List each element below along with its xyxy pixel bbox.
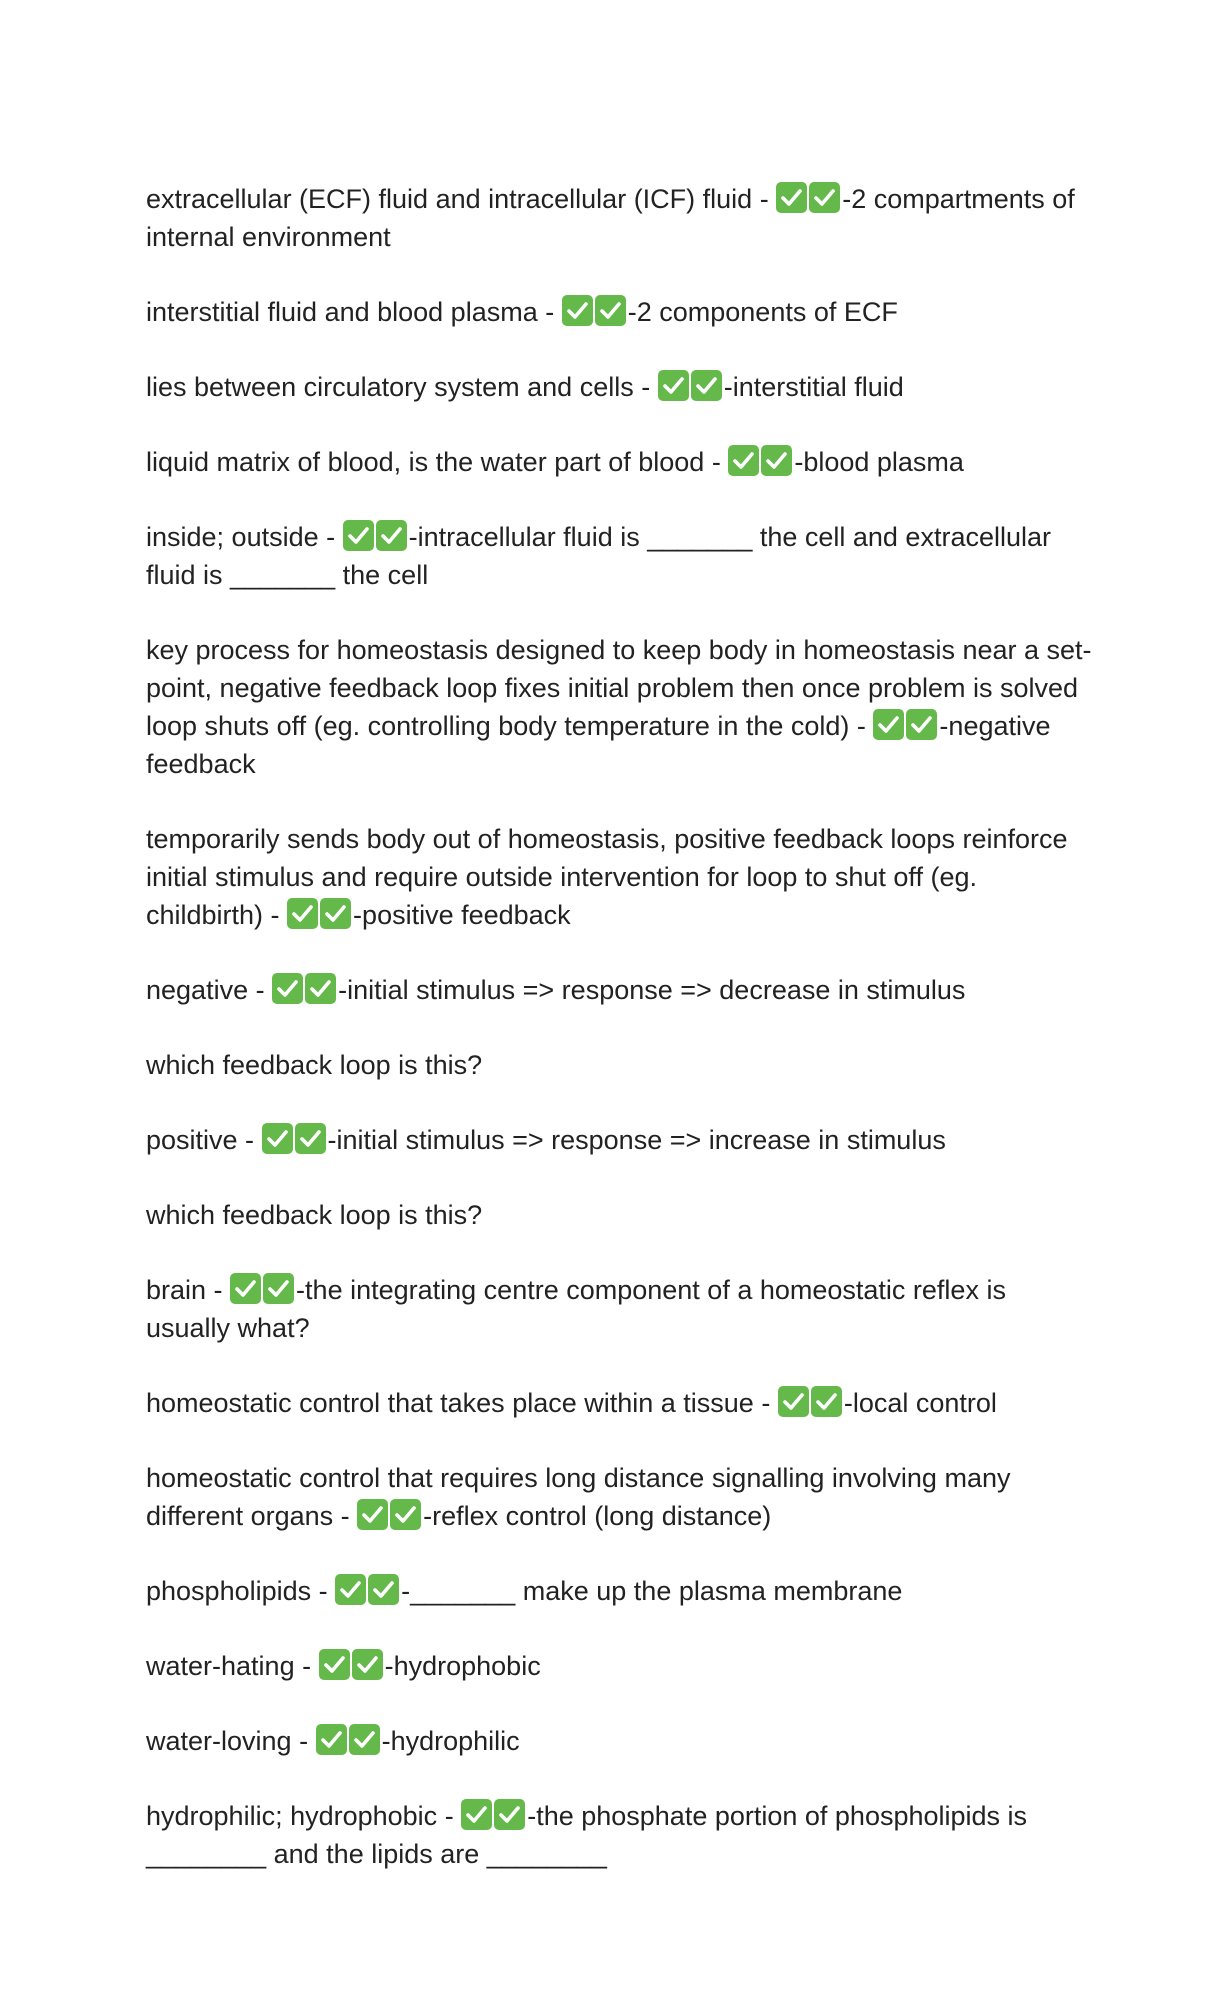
- card-definition: intracellular fluid is _______ the cell and extracellular fluid is _______ the cell: [146, 522, 1051, 590]
- flashcard-list: [146, 180, 1096, 1910]
- check-box-icon: [809, 182, 840, 213]
- card-definition: interstitial fluid: [732, 372, 904, 402]
- check-marks: [230, 1275, 305, 1305]
- check-marks: [658, 372, 733, 402]
- definition-prefix: -: [338, 975, 348, 1005]
- card-term: phospholipids: [146, 1576, 312, 1606]
- check-box-icon: [357, 1499, 388, 1530]
- term-separator: -: [704, 447, 729, 477]
- flashcard-item: [146, 1121, 1096, 1159]
- term-separator: -: [849, 711, 874, 741]
- check-box-icon: [295, 1123, 326, 1154]
- card-definition: positive feedback: [362, 900, 571, 930]
- flashcard-item: [146, 971, 1096, 1009]
- check-box-icon: [319, 1649, 350, 1680]
- check-marks: [778, 1388, 853, 1418]
- check-box-icon: [811, 1386, 842, 1417]
- flashcard-item: [146, 820, 1096, 934]
- check-box-icon: [728, 445, 759, 476]
- card-definition: hydrophilic: [390, 1726, 520, 1756]
- check-box-icon: [349, 1724, 380, 1755]
- term-separator: -: [291, 1726, 316, 1756]
- check-marks: [316, 1726, 391, 1756]
- check-marks: [262, 1125, 337, 1155]
- flashcard-item: [146, 1459, 1096, 1535]
- check-box-icon: [287, 898, 318, 929]
- card-term: homeostatic control that takes place within a tissue: [146, 1388, 754, 1418]
- flashcard-item: [146, 1572, 1096, 1610]
- card-definition: hydrophobic: [393, 1651, 541, 1681]
- card-definition: reflex control (long distance): [432, 1501, 772, 1531]
- check-box-icon: [873, 709, 904, 740]
- check-box-icon: [595, 295, 626, 326]
- check-box-icon: [906, 709, 937, 740]
- definition-prefix: -: [401, 1576, 411, 1606]
- term-separator: -: [248, 975, 273, 1005]
- check-marks: [343, 522, 418, 552]
- check-box-icon: [343, 520, 374, 551]
- card-term: water-hating: [146, 1651, 295, 1681]
- card-term: homeostatic control that requires long distance signalling involving many different organs: [146, 1463, 1011, 1531]
- check-marks: [776, 184, 851, 214]
- flashcard-item: [146, 1046, 1096, 1084]
- card-definition: negative feedback: [146, 711, 1051, 779]
- check-marks: [461, 1801, 536, 1831]
- check-box-icon: [461, 1799, 492, 1830]
- card-definition: local control: [852, 1388, 997, 1418]
- term-separator: -: [311, 1576, 336, 1606]
- check-box-icon: [776, 182, 807, 213]
- definition-prefix: -: [843, 1388, 853, 1418]
- flashcard-item: [146, 518, 1096, 594]
- check-box-icon: [658, 370, 689, 401]
- flashcard-item: [146, 443, 1096, 481]
- card-term: brain: [146, 1275, 207, 1305]
- definition-prefix: -: [723, 372, 733, 402]
- check-box-icon: [778, 1386, 809, 1417]
- check-box-icon: [320, 898, 351, 929]
- card-term: negative: [146, 975, 249, 1005]
- definition-prefix: -: [353, 900, 363, 930]
- check-box-icon: [263, 1273, 294, 1304]
- term-separator: -: [263, 900, 288, 930]
- card-term: interstitial fluid and blood plasma: [146, 297, 538, 327]
- check-box-icon: [691, 370, 722, 401]
- check-marks: [287, 900, 362, 930]
- check-box-icon: [562, 295, 593, 326]
- term-separator: -: [437, 1801, 462, 1831]
- definition-prefix: -: [381, 1726, 391, 1756]
- term-separator: -: [318, 522, 343, 552]
- check-box-icon: [230, 1273, 261, 1304]
- term-separator: -: [752, 184, 777, 214]
- check-box-icon: [262, 1123, 293, 1154]
- flashcard-item: [146, 180, 1096, 256]
- check-marks: [335, 1576, 410, 1606]
- card-definition: 2 compartments of internal environment: [146, 184, 1075, 252]
- check-marks: [873, 711, 948, 741]
- check-marks: [319, 1651, 394, 1681]
- term-separator: -: [537, 297, 562, 327]
- term-separator: -: [753, 1388, 778, 1418]
- card-term: temporarily sends body out of homeostasis, positive feedback loops reinforce initial stimulus and require outside intervention for loop to shut off (eg. childbirth): [146, 824, 1068, 930]
- card-term: inside; outside: [146, 522, 319, 552]
- check-box-icon: [494, 1799, 525, 1830]
- flashcard-item: [146, 1797, 1096, 1873]
- flashcard-item: [146, 631, 1096, 783]
- check-box-icon: [390, 1499, 421, 1530]
- definition-prefix: -: [939, 711, 949, 741]
- check-marks: [272, 975, 347, 1005]
- definition-prefix: -: [627, 297, 637, 327]
- check-box-icon: [761, 445, 792, 476]
- card-term: which feedback loop is this?: [146, 1200, 483, 1230]
- check-marks: [728, 447, 803, 477]
- definition-prefix: -: [296, 1275, 306, 1305]
- definition-prefix: -: [527, 1801, 537, 1831]
- card-term: lies between circulatory system and cells: [146, 372, 634, 402]
- card-definition: 2 components of ECF: [636, 297, 898, 327]
- term-separator: -: [633, 372, 658, 402]
- card-definition: initial stimulus => response => decrease in stimulus: [347, 975, 966, 1005]
- check-marks: [562, 297, 637, 327]
- flashcard-item: [146, 1196, 1096, 1234]
- definition-prefix: -: [842, 184, 852, 214]
- card-term: water-loving: [146, 1726, 292, 1756]
- card-definition: the integrating centre component of a homeostatic reflex is usually what?: [146, 1275, 1006, 1343]
- card-term: positive: [146, 1125, 238, 1155]
- check-box-icon: [272, 973, 303, 1004]
- card-definition: blood plasma: [803, 447, 964, 477]
- flashcard-item: [146, 1647, 1096, 1685]
- flashcard-item: [146, 1271, 1096, 1347]
- flashcard-item: [146, 1722, 1096, 1760]
- term-separator: -: [237, 1125, 262, 1155]
- flashcard-item: [146, 368, 1096, 406]
- definition-prefix: -: [327, 1125, 337, 1155]
- check-marks: [357, 1501, 432, 1531]
- check-box-icon: [352, 1649, 383, 1680]
- check-box-icon: [335, 1574, 366, 1605]
- flashcard-item: [146, 293, 1096, 331]
- card-definition: _______ make up the plasma membrane: [410, 1576, 903, 1606]
- card-term: hydrophilic; hydrophobic: [146, 1801, 438, 1831]
- definition-prefix: -: [408, 522, 418, 552]
- definition-prefix: -: [384, 1651, 394, 1681]
- card-definition: the phosphate portion of phospholipids is ________ and the lipids are ________: [146, 1801, 1028, 1869]
- check-box-icon: [316, 1724, 347, 1755]
- flashcard-item: [146, 1384, 1096, 1422]
- card-term: extracellular (ECF) fluid and intracellular (ICF) fluid: [146, 184, 753, 214]
- card-term: liquid matrix of blood, is the water part of blood: [146, 447, 705, 477]
- card-definition: initial stimulus => response => increase in stimulus: [336, 1125, 946, 1155]
- term-separator: -: [333, 1501, 358, 1531]
- definition-prefix: -: [423, 1501, 433, 1531]
- term-separator: -: [294, 1651, 319, 1681]
- definition-prefix: -: [794, 447, 804, 477]
- check-box-icon: [376, 520, 407, 551]
- check-box-icon: [305, 973, 336, 1004]
- card-term: key process for homeostasis designed to keep body in homeostasis near a set-point, negative feedback loop fixes initial problem then once problem is solved loop shuts off (eg. controlling body temperature in the cold): [146, 635, 1092, 741]
- check-box-icon: [368, 1574, 399, 1605]
- term-separator: -: [206, 1275, 231, 1305]
- card-term: which feedback loop is this?: [146, 1050, 483, 1080]
